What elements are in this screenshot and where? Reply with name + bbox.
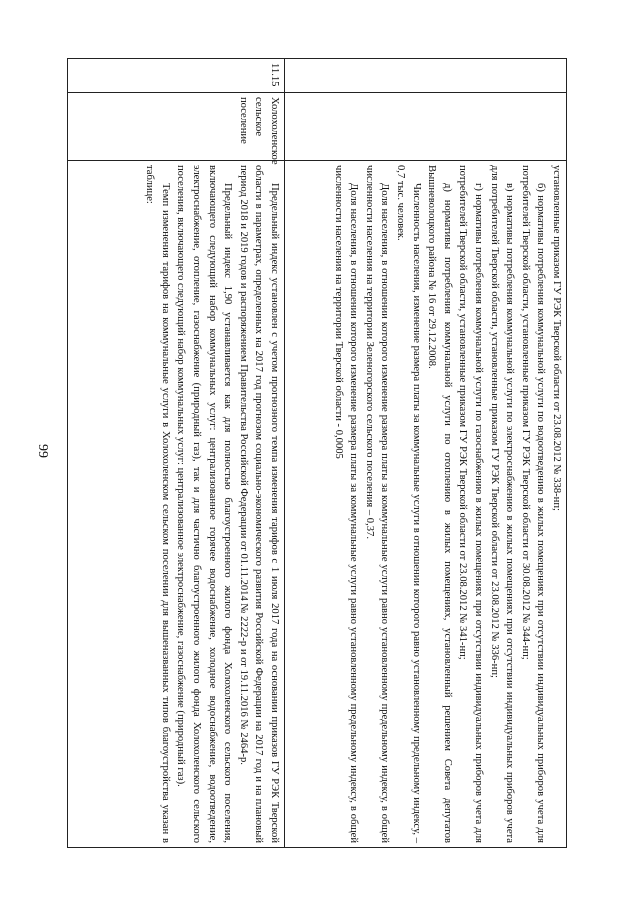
settlement-name-cell: Холохоленское сельское поселение	[68, 93, 285, 161]
paragraph: Темп изменения тарифов на коммунальные услуги в Холохоленском сельском поселении для вышеназванных типов благоустройства указан в таблице:	[144, 165, 171, 843]
page-number: 99	[35, 444, 50, 458]
table-row-11-15	[68, 59, 285, 848]
paragraph: д) нормативы потребления коммунальной услуги по отоплению в жилых помещениях, установленный решением Совета депутатов Вышневолоцкого района № 16 от 29.12.2008.	[426, 165, 453, 843]
row-content-cell	[285, 161, 567, 848]
paragraph: Доля населения, в отношении которого изменение размера платы за коммунальные услуги равно установленному предельному индексу, в общей численности населения на территории Зеленогорского сельского поселения – 0,37.	[363, 165, 391, 843]
paragraph: Доля населения, в отношении которого изменение размера платы за коммунальные услуги равно установленному предельному индексу, в общей численности населения на территории Тверской области - 0,0005	[332, 165, 360, 843]
paragraph: Предельный индекс 1,90 устанавливается как для полностью благоустроенного жилого фонда Холохоленского сельского поселения, включающего следующий набор коммунальных услуг: централизованное горячее водоснабжение, холодное водоснабжение, водоотведение, электроснабжение, отопление, газоснабжение (природный газ), так и для частично благоустроенного жилого фонда Холохоленского сельского поселения, включающего следующий набор коммунальных услуг: централизованное электроснабжение, газоснабжение (природный газ).	[175, 165, 234, 843]
row-number-cell: 11.15	[68, 59, 285, 93]
paragraph: г) нормативы потребления коммунальной услуги по газоснабжению в жилых помещениях при отсутствии индивидуальных приборов учета для потребителей Тверской области, установленные приказом ГУ РЭК Тверской области от 23.08.2012 № 341-нп;	[457, 165, 485, 843]
paragraph: б) нормативы потребления коммунальной услуги по водоотведению в жилых помещениях при отсутствии индивидуальных приборов учета для потребителей Тверской области, установленные приказом ГУ РЭК Тверской области от 30.08.2012 № 344-нп;	[519, 165, 547, 843]
paragraph: в) нормативы потребления коммунальной услуги по электроснабжению в жилых помещениях при отсутствии индивидуальных приборов учета для потребителей Тверской области, установленные приказом ГУ РЭК Тверской области от 23.08.2012 № 336-нп;	[488, 165, 516, 843]
row-number-cell	[285, 59, 567, 93]
index-table	[67, 58, 567, 848]
table-row-continued	[285, 59, 567, 848]
paragraph: Предельный индекс установлен с учетом прогнозного темпа изменения тарифов с 1 июля 2017 года на основании приказов ГУ РЭК Тверской области в параметрах, определенных на 2017 год прогнозом социально-экономического развития Российской Федерации на 2017 год и на плановый период 2018 и 2019 годов и распоряжением Правительства Российской Федерации от 01.11.2014 № 2222-р и от 19.11.2016 № 2464-р.	[237, 165, 280, 843]
row-content-cell	[68, 161, 285, 848]
paragraph: установленные приказом ГУ РЭК Тверской области от 23.08.2012 № 338-нп;	[551, 165, 562, 511]
rotated-page-content	[67, 58, 567, 848]
paragraph: Численность населения, изменение размера платы за коммунальные услуги в отношении которого равно установленному предельному индексу, – 0,7 тыс. человек.	[395, 165, 422, 843]
settlement-name-cell	[285, 93, 567, 161]
